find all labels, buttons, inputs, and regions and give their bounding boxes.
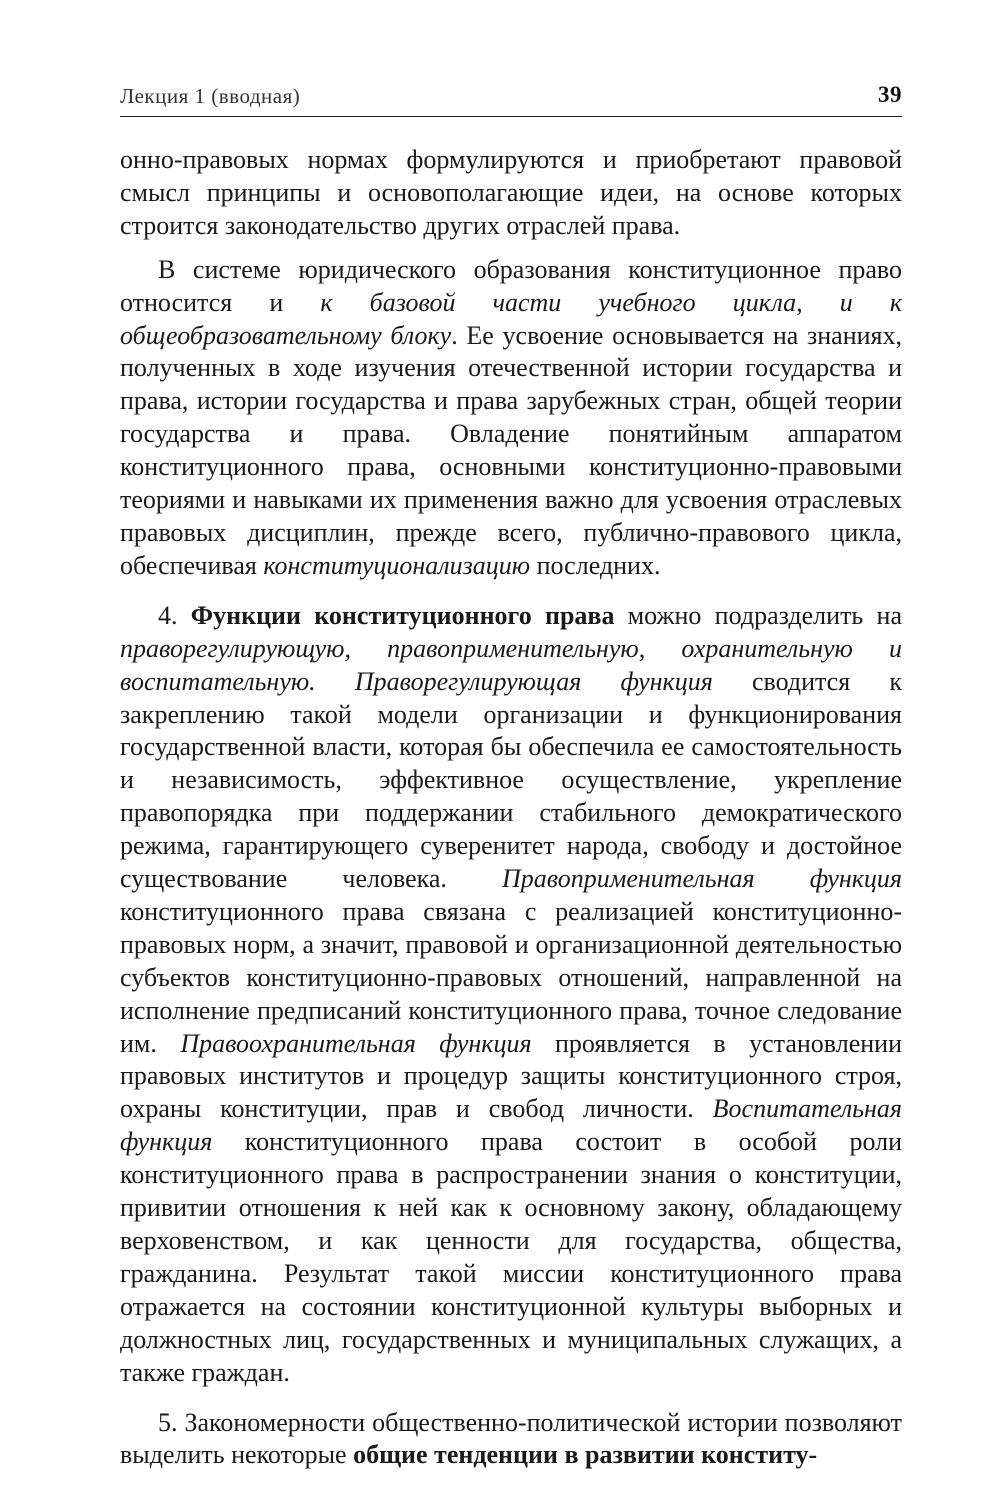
bold-term: общие тенденции в развитии конститу- [353,1440,818,1470]
italic-run: праворегулирующую, правоприменительную, охранительную и воспитательную. Праворегулирующая функция [120,633,902,696]
text-run: последних. [530,550,661,580]
item-number: 4. [158,600,191,630]
text-run: . Ее усвоение основывается на знаниях, полученных в ходе изучения отечественной истории государства и права, истории государства и права зарубежных стран, общей теории государства и права. Овладение понятийным аппаратом конституционного права, основными конституционно-правовыми теориями и навыками их применения важно для усвоения отраслевых правовых дисциплин, прежде всего, публично-правового цикла, обеспечивая [120,320,902,580]
header-rule [120,116,902,117]
body-text [120,144,902,1472]
page-number: 39 [878,82,902,107]
paragraph-education [120,254,902,583]
text-run: 5. Закономерности общественно-политической истории позволяют выделить некоторые [120,1407,902,1470]
running-header [120,82,902,114]
text-run: можно подразделить на [614,600,903,630]
text-run: сводится к закреплению такой модели организации и функционирования государственной власти, которая бы обеспечила ее самостоятельность и независимость, эффективное осуществление, укрепление правопорядка при поддержании стабильного демократического режима, гарантирующего суверенитет народа, свободу и достойное существование человека. [120,666,902,894]
text-run: конституционного права связана с реализацией конституционно-правовых норм, а значит, правовой и организационной деятельностью субъектов конституционно-правовых отношений, направленной на исполнение предписаний конституционного права, точное следование им. [120,896,902,1058]
italic-run: Воспитательная функция [120,1094,902,1157]
text-run: конституционного права состоит в особой роли конституционного права в распространении знания о конституции, привитии отношения к ней как к основному закону, обладающему верховенством, и как ценности для государства, общества, гражданина. Результат такой миссии конституционного права отражается на состоянии конституционной культуры выборных и должностных лиц, государственных и муниципальных служащих, а также граждан. [120,1127,902,1387]
paragraph-tendencies [120,1407,902,1473]
paragraph-continuation [120,144,902,243]
bold-term: Функции конституционного права [190,600,615,630]
running-title: Лекция 1 (вводная) [120,84,301,108]
italic-run: конституционализацию [263,550,531,580]
italic-run: к базовой части учебного цикла, и к общеобразовательному блоку [120,287,902,350]
paragraph-functions [120,600,902,1390]
text-run: проявляется в установлении правовых институтов и процедур защиты конституционного строя, охраны конституции, прав и свобод личности. [120,1028,902,1124]
italic-run: Правоприменительная функция [502,864,903,894]
italic-run: Правоохранительная функция [180,1028,532,1058]
text-run: В системе юридического образования конституционное право относится и [120,254,902,317]
text-run: онно-правовых нормах формулируются и приобретают правовой смысл принципы и основополагающие идеи, на основе которых строится законодательство других отраслей права. [120,145,902,240]
